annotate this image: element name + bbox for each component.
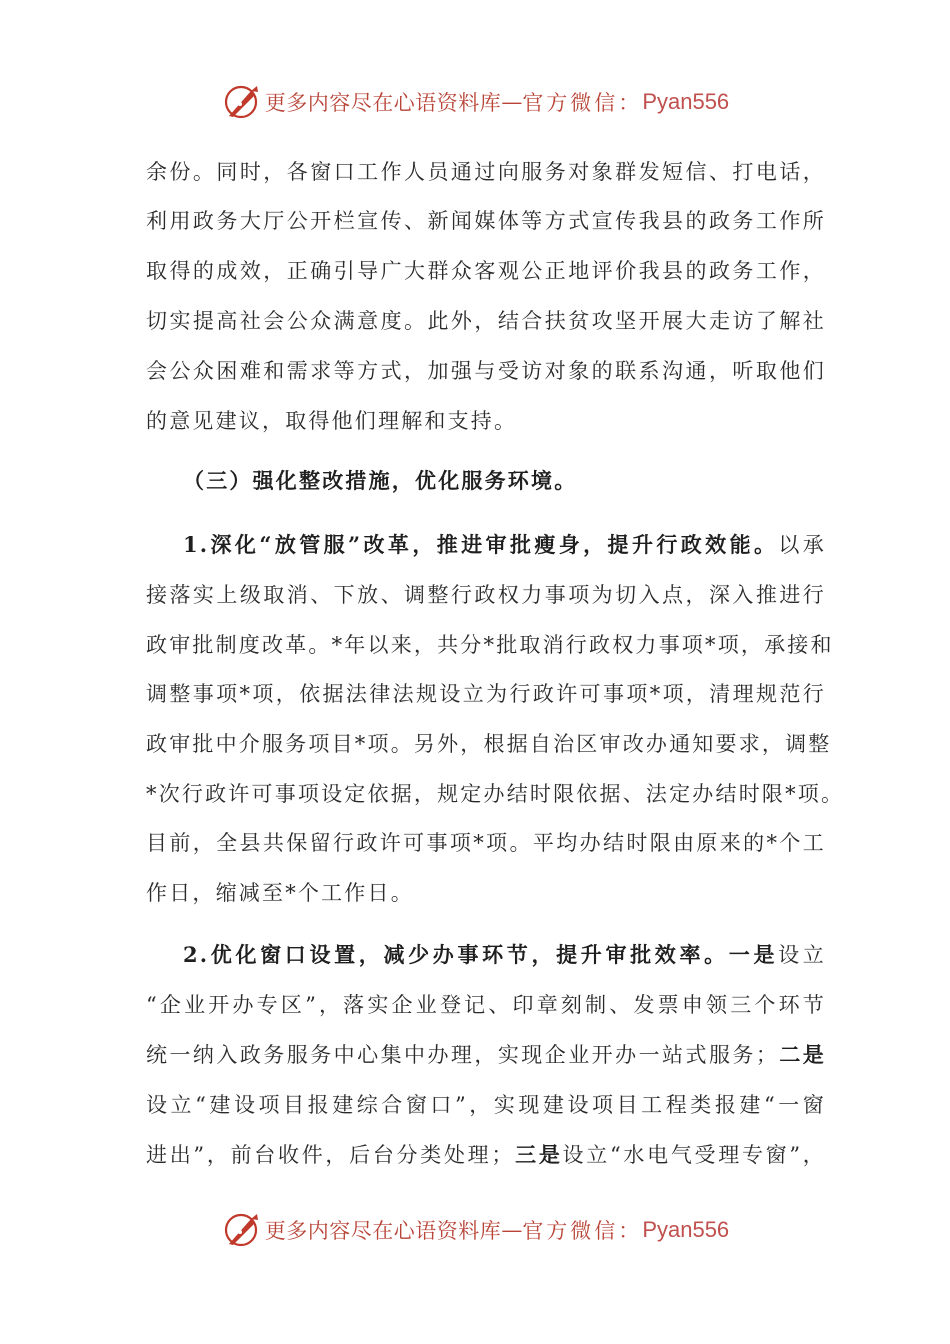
paragraph-line: 会公众困难和需求等方式，加强与受访对象的联系沟通，听取他们 xyxy=(146,359,826,383)
item2-line3-bold: 二是 xyxy=(779,1042,826,1067)
item2-first-tail: 设立 xyxy=(778,943,826,967)
pen-nib-logo-icon xyxy=(221,82,261,122)
paragraph-line: 目前，全县共保留行政许可事项*项。平均办结时限由原来的*个工 xyxy=(146,831,826,855)
paragraph-line: “企业开办专区”，落实企业登记、印章刻制、发票申领三个环节 xyxy=(146,993,826,1017)
watermark-subtitle: 官方微信： xyxy=(522,1219,643,1243)
watermark-wechat-id: Pyan556 xyxy=(642,89,730,114)
watermark-header xyxy=(0,80,950,124)
paragraph-line: 切实提高社会公众满意度。此外，结合扶贫攻坚开展大走访了解社 xyxy=(146,309,826,333)
watermark-title: 更多内容尽在心语资料库 xyxy=(264,91,502,115)
watermark-wechat-id: Pyan556 xyxy=(642,1217,730,1242)
item2-line5 xyxy=(146,1140,826,1170)
paragraph-line: 取得的成效，正确引导广大群众客观公正地评价我县的政务工作， xyxy=(146,259,826,283)
paragraph-line: 调整事项*项，依据法律法规设立为行政许可事项*项，清理规范行 xyxy=(146,682,826,706)
paragraph-line: 接落实上级取消、下放、调整行政权力事项为切入点，深入推进行 xyxy=(146,583,826,607)
item2-line5-text: 进出”，前台收件，后台分类处理； xyxy=(146,1143,515,1167)
paragraph-line: 余份。同时，各窗口工作人员通过向服务对象群发短信、打电话， xyxy=(146,160,826,184)
paragraph-line: 政审批制度改革。*年以来，共分*批取消行政权力事项*项，承接和 xyxy=(146,633,834,657)
pen-nib-logo-icon xyxy=(221,1210,261,1250)
paragraph-line: 设立“建设项目报建综合窗口”，实现建设项目工程类报建“一窗 xyxy=(146,1093,826,1117)
paragraph-line: *次行政许可事项设定依据，规定办结时限依据、法定办结时限*项。 xyxy=(146,782,845,806)
watermark-footer xyxy=(0,1208,950,1252)
paragraph-line: 政审批中介服务项目*项。另外，根据自治区审改办通知要求，调整 xyxy=(146,732,832,756)
paragraph-line: 利用政务大厅公开栏宣传、新闻媒体等方式宣传我县的政务工作所 xyxy=(146,209,826,233)
watermark-dash: — xyxy=(501,90,523,114)
watermark-title: 更多内容尽在心语资料库 xyxy=(264,1219,502,1243)
item2-line5-bold: 三是 xyxy=(514,1142,563,1167)
paragraph-line: 作日，缩减至*个工作日。 xyxy=(146,881,414,905)
item1-first-tail: 以承 xyxy=(778,533,826,557)
item2-line5-tail: 设立“水电气受理专窗”， xyxy=(562,1143,827,1167)
item2-line3-text: 统一纳入政务服务中心集中办理，实现企业开办一站式服务； xyxy=(146,1043,780,1067)
paragraph-line: 的意见建议，取得他们理解和支持。 xyxy=(146,409,518,433)
item2-first-bold: 一是 xyxy=(728,942,779,967)
item2-first-line xyxy=(183,940,826,970)
watermark-dash: — xyxy=(501,1218,523,1242)
section-heading: （三）强化整改措施，优化服务环境。 xyxy=(183,468,578,493)
item1-title: 1.深化“放管服”改革，推进审批瘦身，提升行政效能。 xyxy=(183,532,779,557)
item2-title: 2.优化窗口设置，减少办事环节，提升审批效率。 xyxy=(183,942,729,967)
watermark-subtitle: 官方微信： xyxy=(522,91,643,115)
item1-first-line xyxy=(183,530,826,560)
item2-line3 xyxy=(146,1040,826,1070)
